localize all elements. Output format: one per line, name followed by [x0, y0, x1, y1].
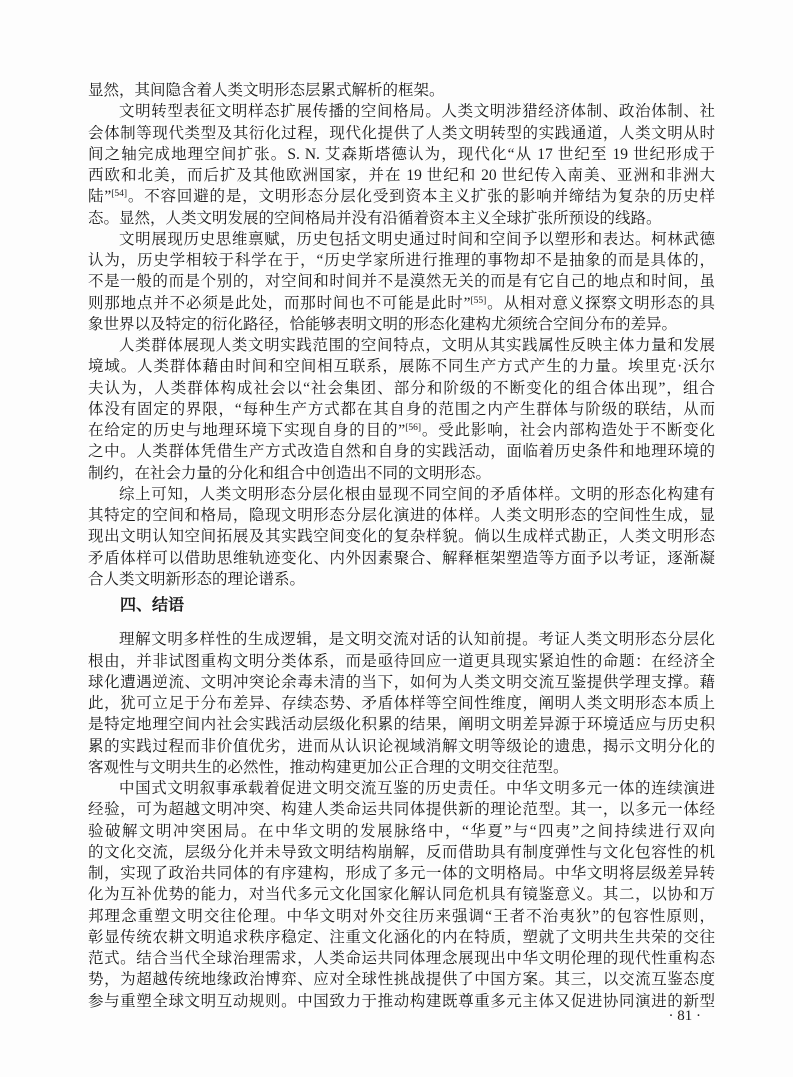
text-line: 象世界以及特定的衍化路径，恰能够表明文明的形态化建构尤须统合空间分布的差异。	[88, 315, 678, 333]
text-line: 彰显传统农耕文明追求秩序稳定、注重文化涵化的内在特质，塑就了文明共生共荣的交往	[88, 928, 715, 946]
paragraph	[88, 101, 715, 229]
page-number: · 81 ·	[668, 1008, 701, 1024]
text-line: 在给定的历史与地理环境下实现自身的目的”[56]。受此影响，社会内部构造处于不断变化	[88, 422, 715, 439]
text-line: 文明转型表征文明样态扩展传播的空间格局。人类文明涉猎经济体制、政治体制、社	[119, 103, 715, 121]
text-line: 化为互补优势的能力，对当代多元文化国家化解认同危机具有镜鉴意义。其二，以协和万	[88, 886, 715, 904]
text-line: 中国式文明叙事承载着促进文明交流互鉴的历史责任。中华文明多元一体的连续演进	[119, 780, 715, 797]
text-line: 参与重塑全球文明互动规则。中国致力于推动构建既尊重多元主体又促进协同演进的新型	[88, 992, 715, 1010]
paragraph	[88, 778, 715, 1012]
text-line: 的文化交流，层级分化并未导致文明结构崩解，反而借助具有制度弹性与文化包容性的机	[88, 843, 715, 861]
text-line: 累的实践过程而非价值优劣，进而从认识论视域消解文明等级论的遗患，揭示文明分化的	[88, 737, 715, 755]
paragraph	[88, 629, 715, 778]
text-line: 则那地点并不必须是此处，而那时间也不可能是此时”[55]。从相对意义探察文明形态的具	[88, 294, 715, 312]
text-line: 理解文明多样性的生成逻辑，是文明交流对话的认知前提。考证人类文明形态分层化	[119, 631, 715, 649]
text-line: 制约，在社会力量的分化和组合中创造出不同的文明形态。	[88, 464, 492, 482]
text-line: 之中。人类群体凭借生产方式改造自然和自身的实践活动，面临着历史条件和地理环境的	[88, 443, 715, 461]
text-line: 体没有固定的界限，“每种生产方式都在其自身的范围之内产生群体与阶级的联结，从而	[88, 400, 715, 418]
text-line: 验破解文明冲突困局。在中华文明的发展脉络中，“华夏”与“四夷”之间持续进行双向	[88, 822, 715, 840]
text-line: 夫认为，人类群体构成社会以“社会集团、部分和阶级的不断变化的组合体出现”，组合	[88, 379, 715, 397]
text-line: 文明展现历史思维禀赋，历史包括文明史通过时间和空间予以塑形和表达。柯林武德	[119, 230, 715, 248]
text-line: 合人类文明新形态的理论谱系。	[88, 570, 306, 588]
text-line: 现出文明认知空间拓展及其实践空间变化的复杂样貌。倘以生成样式勘正，人类文明形态	[88, 528, 715, 546]
text-line: 邦理念重塑文明交往伦理。中华文明对外交往历来强调“王者不治夷狄”的包容性原则，	[88, 907, 715, 925]
text-line: 经验，可为超越文明冲突、构建人类命运共同体提供新的理论范型。其一，以多元一体经	[88, 801, 715, 819]
citation-ref: [56]	[405, 423, 422, 433]
text-line: 其特定的空间和格局，隐现文明形态分层化演进的体样。人类文明形态的空间性生成，显	[88, 507, 715, 524]
paragraph	[88, 229, 715, 335]
text-line: 范式。结合当代全球治理需求，人类命运共同体理念展现出中华文明伦理的现代性重构态	[88, 950, 715, 967]
text-line: 制，实现了政治共同体的有序建构，形成了多元一体的文明格局。中华文明将层级差异转	[88, 865, 715, 882]
text-line: 球化遭遇逆流、文明冲突论余毒未清的当下，如何为人类文明交流互鉴提供学理支撑。藉	[88, 673, 715, 691]
text-line: 认为，历史学相较于科学在于，“历史学家所进行推理的事物却不是抽象的而是具体的，	[88, 252, 715, 269]
paragraph	[88, 484, 715, 590]
text-line: 不是一般的而是个别的，对空间和时间并不是漠然无关的而是有它自己的地点和时间，虽	[88, 273, 715, 291]
text-line: 显然，其间隐含着人类文明形态层累式解析的框架。	[88, 82, 445, 99]
text-line: 西欧和北美，而后扩及其他欧洲国家，并在 19 世纪和 20 世纪传入南美、亚洲和非洲大	[88, 167, 715, 184]
citation-ref: [55]	[470, 295, 487, 306]
text-line: 势，为超越传统地缘政治博弈、应对全球性挑战提供了中国方案。其三，以交流互鉴态度	[88, 971, 715, 989]
text-line: 是特定地理空间内社会实践活动层级化积累的结果，阐明文明差异源于环境适应与历史积	[88, 716, 715, 734]
text-line: 人类群体展现人类文明实践范围的空间特点，文明从其实践属性反映主体力量和发展	[119, 337, 715, 354]
paragraph	[88, 335, 715, 484]
citation-ref: [54]	[111, 189, 128, 200]
text-line: 矛盾体样可以借助思维轨迹变化、内外因素聚合、解释框架塑造等方面予以考证，逐渐凝	[88, 549, 715, 567]
text-line: 会体制等现代类型及其衍化过程，现代化提供了人类文明转型的实践通道，人类文明从时	[88, 124, 715, 142]
paragraph	[88, 80, 715, 101]
text-column	[88, 80, 715, 1012]
text-line: 间之轴完成地理空间扩张。S. N. 艾森斯塔德认为，现代化“从 17 世纪至 19 世纪形成于	[88, 145, 715, 163]
text-line: 境域。人类群体藉由时间和空间相互联系，展陈不同生产方式产生的力量。埃里克·沃尔	[88, 358, 715, 376]
text-line: 根由，并非试图重构文明分类体系，而是亟待回应一道更具现实紧迫性的命题：在经济全	[88, 652, 715, 670]
text-line: 客观性与文明共生的必然性，推动构建更加公正合理的文明交往范型。	[88, 758, 569, 776]
text-line: 态。显然，人类文明发展的空间格局并没有沿循着资本主义全球扩张所预设的线路。	[88, 209, 662, 227]
text-line: 陆”[54]。不容回避的是，文明形态分层化受到资本主义扩张的影响并缔结为复杂的历史样	[88, 188, 715, 206]
text-line: 此，犹可立足于分布差异、存续态势、矛盾体样等空间性维度，阐明人类文明形态本质上	[88, 695, 715, 712]
text-line: 综上可知，人类文明形态分层化根由显现不同空间的矛盾体样。文明的形态化构建有	[119, 485, 715, 503]
section-heading: 四、结语	[120, 597, 185, 614]
